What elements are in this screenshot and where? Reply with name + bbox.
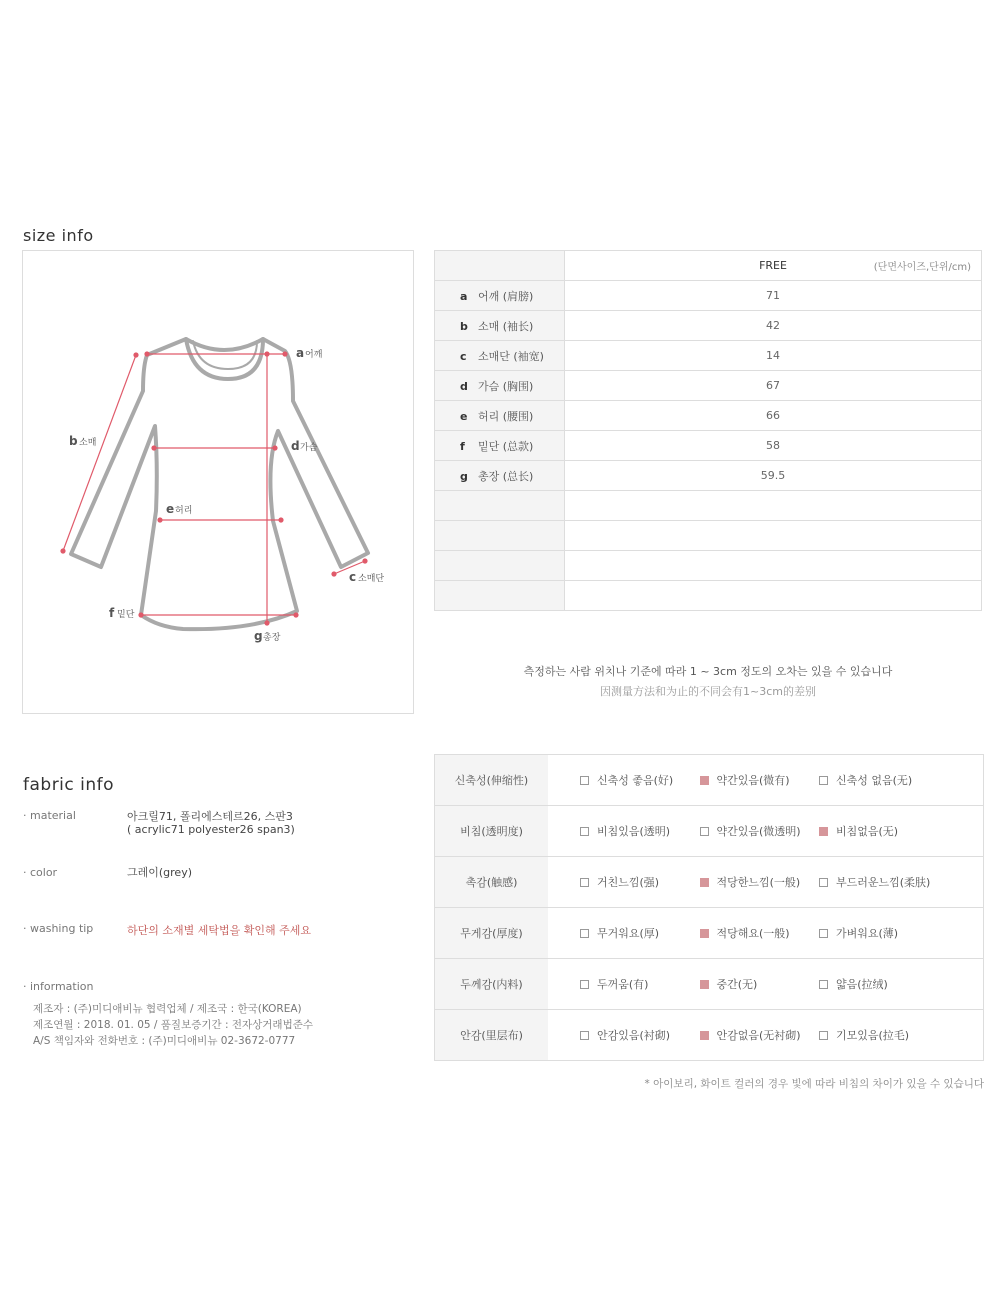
diagram-label-d-key: d (291, 439, 300, 453)
option: 안감있음(衬砌) (580, 1027, 696, 1043)
washing-tip-value: 하단의 소재별 세탁법을 확인해 주세요 (127, 924, 312, 937)
option: 기모있음(拉毛) (819, 1027, 935, 1043)
checkbox-icon (819, 878, 828, 887)
option: 신축성 없음(无) (819, 772, 935, 788)
table-row (435, 908, 984, 959)
checkbox-checked-icon (700, 1031, 709, 1040)
checkbox-icon (580, 980, 589, 989)
option: 약간있음(微透明) (700, 823, 816, 839)
checkbox-icon (819, 1031, 828, 1040)
diagram-label-d-text: 가슴 (300, 443, 318, 453)
checkbox-icon (580, 929, 589, 938)
checkbox-checked-icon (700, 878, 709, 887)
table-row (435, 1010, 984, 1061)
diagram-label-c-key: c (349, 570, 357, 584)
table-row (435, 551, 982, 581)
table-row: g 총장 (总长) 59.5 (435, 461, 982, 491)
option: 무거워요(厚) (580, 925, 696, 941)
table-row: b 소매 (袖长) 42 (435, 311, 982, 341)
diagram-label-f-key: f (109, 606, 115, 620)
option: 적당해요(一般) (700, 925, 816, 941)
diagram-label-g-key: g (254, 629, 263, 643)
table-row: c 소매단 (袖宽) 14 (435, 341, 982, 371)
checkbox-checked-icon (700, 980, 709, 989)
property-label: 안감(里层布) (435, 1010, 549, 1061)
checkbox-icon (700, 827, 709, 836)
table-row (435, 491, 982, 521)
option: 약간있음(微有) (700, 772, 816, 788)
diagram-label-f-text: 밑단 (117, 610, 135, 620)
information-label: · information (23, 980, 94, 993)
checkbox-checked-icon (819, 827, 828, 836)
diagram-label-a-key: a (296, 346, 305, 360)
option: 부드러운느낌(柔肤) (819, 874, 935, 890)
option: 비침있음(透明) (580, 823, 696, 839)
option: 중간(无) (700, 976, 816, 992)
checkbox-icon (580, 1031, 589, 1040)
material-value: 아크릴71, 폴리에스테르26, 스판3 (127, 810, 293, 823)
option: 가벼워요(薄) (819, 925, 935, 941)
option: 비침없음(无) (819, 823, 935, 839)
checkbox-checked-icon (700, 776, 709, 785)
table-row: d 가슴 (胸围) 67 (435, 371, 982, 401)
checkbox-icon (819, 776, 828, 785)
material-label: · material (23, 809, 76, 822)
checkbox-icon (580, 827, 589, 836)
unit-note: (단면사이즈,단위/cm) (873, 262, 971, 273)
size-table-header (435, 251, 982, 281)
material-value-en: ( acrylic71 polyester26 span3) (127, 823, 295, 836)
diagram-label-e-text: 허리 (175, 506, 193, 516)
garment-outline (71, 339, 368, 629)
measurement-notice-ko: 측정하는 사람 위치나 기준에 따라 1 ~ 3cm 정도의 오차는 있을 수 있습니다 (523, 665, 893, 678)
property-label: 두께감(内料) (435, 959, 549, 1010)
table-row (435, 755, 984, 806)
checkbox-checked-icon (700, 929, 709, 938)
diagram-label-b-key: b (69, 434, 78, 448)
table-row (435, 857, 984, 908)
option: 적당한느낌(一般) (700, 874, 816, 890)
option: 거친느낌(强) (580, 874, 696, 890)
measurement-lines (61, 352, 367, 625)
table-row (435, 806, 984, 857)
fabric-footnote: * 아이보리, 화이트 컬러의 경우 빛에 따라 비침의 차이가 있을 수 있습니다 (644, 1078, 984, 1090)
checkbox-icon (819, 929, 828, 938)
property-label: 비침(透明度) (435, 806, 549, 857)
option: 안감없음(无衬砌) (700, 1027, 816, 1043)
size-table (434, 250, 982, 611)
size-diagram (22, 250, 414, 714)
fabric-properties-table (434, 754, 984, 1061)
info-line: 제조연월 : 2018. 01. 05 / 품질보증기간 : 전자상거래법준수 (33, 1019, 314, 1031)
option: 얇음(拉绒) (819, 976, 935, 992)
size-column-free: FREE (759, 259, 787, 272)
property-label: 신축성(伸缩性) (435, 755, 549, 806)
property-label: 촉감(触感) (435, 857, 549, 908)
color-label: · color (23, 866, 58, 879)
diagram-label-g-text: 총장 (263, 633, 281, 643)
option: 신축성 좋음(好) (580, 772, 696, 788)
diagram-label-e-key: e (166, 502, 175, 516)
washing-tip-label: · washing tip (23, 922, 94, 935)
garment-illustration (23, 251, 415, 715)
property-label: 무게감(厚度) (435, 908, 549, 959)
color-value: 그레이(grey) (127, 866, 193, 879)
diagram-label-b-text: 소매 (79, 438, 97, 448)
table-row: e 허리 (腰围) 66 (435, 401, 982, 431)
fabric-info-title: fabric info (23, 775, 115, 795)
measurement-notice-cn: 因测量方法和为止的不同会有1~3cm的差别 (600, 685, 816, 698)
table-row: f 밑단 (总款) 58 (435, 431, 982, 461)
diagram-label-c-text: 소매단 (358, 574, 385, 584)
option: 두꺼움(有) (580, 976, 696, 992)
table-row (435, 581, 982, 611)
checkbox-icon (819, 980, 828, 989)
info-line: A/S 책임자와 전화번호 : (주)미디애비뉴 02-3672-0777 (33, 1035, 296, 1047)
info-line: 제조자 : (주)미디애비뉴 협력업체 / 제조국 : 한국(KOREA) (33, 1003, 302, 1015)
size-info-title: size info (23, 226, 94, 245)
checkbox-icon (580, 776, 589, 785)
table-row: a 어깨 (肩膀) 71 (435, 281, 982, 311)
table-row (435, 521, 982, 551)
table-row (435, 959, 984, 1010)
diagram-label-a-text: 어깨 (305, 350, 323, 360)
checkbox-icon (580, 878, 589, 887)
